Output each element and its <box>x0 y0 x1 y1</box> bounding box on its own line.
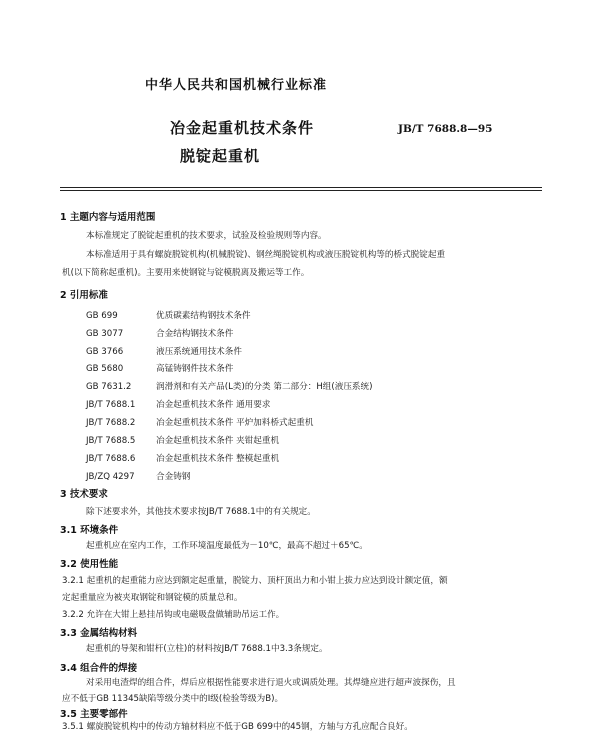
section-3-2-1a: 3.2.1 起重机的起重能力应达到额定起重量，脱锭力、顶杆顶出力和小钳上拔力应达到设计额定值，额 <box>62 576 448 586</box>
section-1-p1: 本标准规定了脱锭起重机的技术要求，试验及检验规则等内容。 <box>86 231 327 241</box>
title-line-1: 冶金起重机技术条件 <box>170 119 315 137</box>
ref-title: 冶金起重机技术条件 通用要求 <box>156 400 271 410</box>
ref-title: 冶金起重机技术条件 整模起重机 <box>156 454 280 464</box>
ref-code: GB 3766 <box>86 347 124 357</box>
ref-item <box>86 470 190 482</box>
ref-title: 冶金起重机技术条件 夹钳起重机 <box>156 436 280 446</box>
ref-code: GB 3077 <box>86 329 124 339</box>
ref-title: 合金结构钢技术条件 <box>156 329 234 339</box>
ref-item <box>86 416 313 428</box>
ref-title: 液压系统通用技术条件 <box>156 347 242 357</box>
standard-class: 中华人民共和国机械行业标准 <box>145 78 328 93</box>
header-rule-top <box>60 187 542 188</box>
section-3-4-heading: 3.4 组合件的焊接 <box>60 663 138 674</box>
ref-item <box>86 309 251 321</box>
ref-code: GB 699 <box>86 311 118 321</box>
ref-code: JB/T 7688.2 <box>86 418 136 428</box>
ref-item <box>86 362 233 374</box>
title-line-2: 脱锭起重机 <box>180 147 261 165</box>
section-3-4a: 对采用电渣焊的组合件，焊后应根据性能要求进行退火或调质处理。其焊缝应进行超声波探伤，且 <box>86 678 456 688</box>
section-3-1-text: 起重机应在室内工作，工作环境温度最低为－10℃，最高不超过＋65℃。 <box>86 541 368 551</box>
section-1-p2a: 本标准适用于具有螺旋脱锭机构(机械脱锭)、钢丝绳脱锭机构或液压脱锭机构等的桥式脱锭起重 <box>86 250 446 260</box>
standard-number: JB/T 7688.8—95 <box>398 123 493 135</box>
ref-item <box>86 345 242 357</box>
section-3-3-text: 起重机的导架和钳杆(立柱)的材料按JB/T 7688.1中3.3条规定。 <box>86 644 328 654</box>
ref-code: JB/T 7688.1 <box>86 400 136 410</box>
section-3-1-heading: 3.1 环境条件 <box>60 525 119 536</box>
ref-code: JB/T 7688.6 <box>86 454 136 464</box>
section-3-heading: 3 技术要求 <box>60 489 108 500</box>
ref-title: 冶金起重机技术条件 平炉加料桥式起重机 <box>156 418 314 428</box>
section-3-4b: 应不低于GB 11345缺陷等级分类中的Ⅰ级(检验等级为B)。 <box>62 694 284 704</box>
ref-title: 高锰铸钢件技术条件 <box>156 364 234 374</box>
section-1-p2b: 机(以下简称起重机)。主要用来使钢锭与锭模脱离及搬运等工作。 <box>62 268 310 278</box>
ref-item <box>86 398 270 410</box>
section-3-5-heading: 3.5 主要零部件 <box>60 709 128 720</box>
ref-title: 优质碳素结构钢技术条件 <box>156 311 251 321</box>
section-3-intro: 除下述要求外，其他技术要求按JB/T 7688.1中的有关规定。 <box>86 507 316 517</box>
section-3-3-heading: 3.3 金属结构材料 <box>60 628 138 639</box>
section-1-heading: 1 主题内容与适用范围 <box>60 212 156 223</box>
ref-item <box>86 434 279 446</box>
section-2-heading: 2 引用标准 <box>60 290 108 301</box>
ref-code: GB 5680 <box>86 364 124 374</box>
ref-item <box>86 380 372 392</box>
ref-code: JB/ZQ 4297 <box>86 472 135 482</box>
section-3-2-heading: 3.2 使用性能 <box>60 559 119 570</box>
header-rule-bottom <box>60 190 542 191</box>
section-3-5-1: 3.5.1 螺旋脱锭机构中的传动方轴材料应不低于GB 699中的45钢，方轴与方孔应配合良好。 <box>62 722 413 732</box>
ref-title: 合金铸钢 <box>156 472 191 482</box>
ref-code: JB/T 7688.5 <box>86 436 136 446</box>
ref-item <box>86 452 279 464</box>
section-3-2-1b: 定起重量应为被夹取钢锭和钢锭模的质量总和。 <box>62 593 243 603</box>
ref-code: GB 7631.2 <box>86 382 132 392</box>
section-3-2-2: 3.2.2 允许在大钳上悬挂吊钩或电磁吸盘做辅助吊运工作。 <box>62 610 285 620</box>
ref-title: 润滑剂和有关产品(L类)的分类 第二部分：H组(液压系统) <box>156 382 373 392</box>
ref-item <box>86 327 233 339</box>
